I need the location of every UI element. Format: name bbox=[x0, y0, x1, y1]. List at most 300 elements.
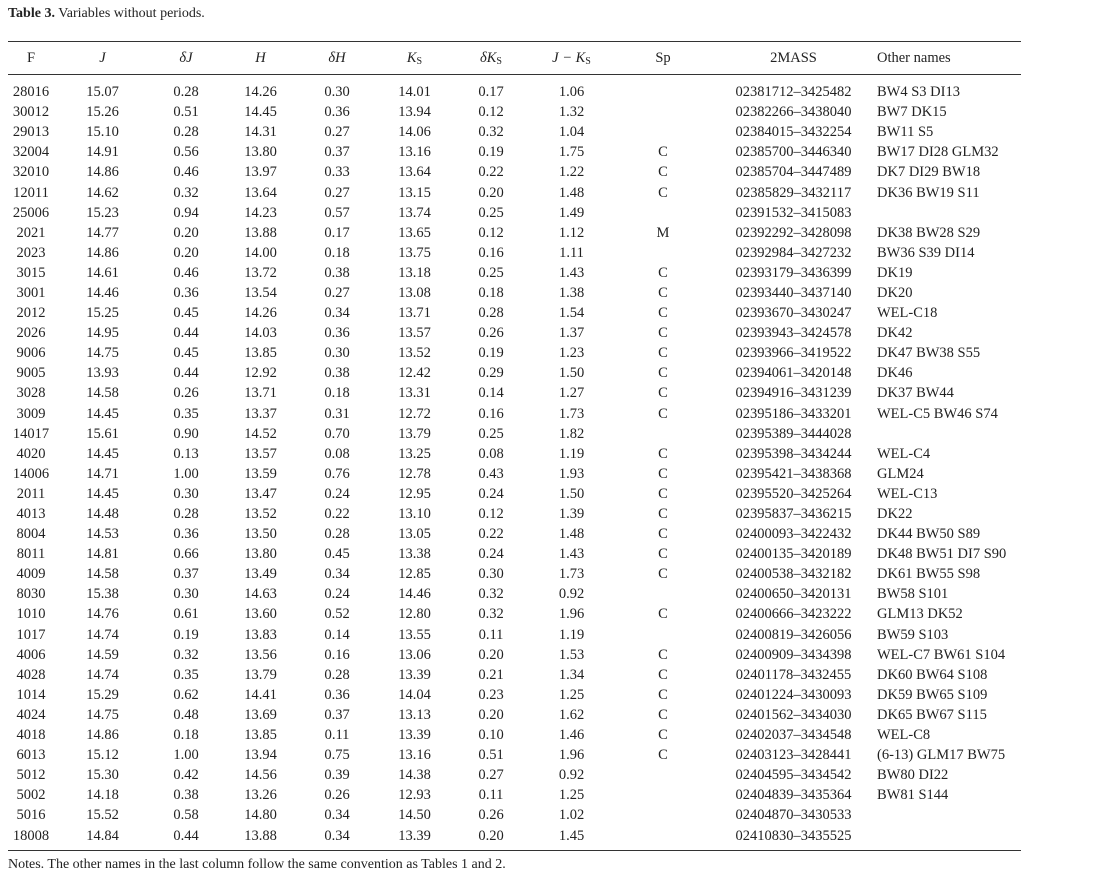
cell-2mass: 02402037–3434548 bbox=[735, 727, 852, 744]
cell-other-names: BW81 S144 bbox=[877, 787, 949, 804]
cell-other-names: BW58 S101 bbox=[877, 586, 949, 603]
cell-dh: 0.11 bbox=[324, 727, 350, 744]
cell-h: 14.80 bbox=[244, 807, 277, 824]
cell-dh: 0.45 bbox=[324, 546, 350, 563]
cell-ks: 13.38 bbox=[398, 546, 431, 563]
cell-2mass: 02391532–3415083 bbox=[735, 204, 852, 221]
cell-2mass: 02400819–3426056 bbox=[735, 626, 852, 643]
cell-dh: 0.38 bbox=[324, 264, 350, 281]
cell-f: 4013 bbox=[16, 506, 46, 523]
cell-f: 4028 bbox=[16, 666, 46, 683]
cell-dj: 0.90 bbox=[173, 425, 199, 442]
cell-dks: 0.25 bbox=[478, 264, 504, 281]
cell-2mass: 02395186–3433201 bbox=[735, 405, 852, 422]
cell-dh: 0.26 bbox=[324, 787, 350, 804]
cell-j: 14.71 bbox=[86, 465, 119, 482]
cell-dj: 1.00 bbox=[173, 747, 199, 764]
cell-dh: 0.28 bbox=[324, 526, 350, 543]
cell-j-minus-ks: 1.82 bbox=[558, 425, 585, 442]
cell-f: 4018 bbox=[16, 727, 46, 744]
cell-dks: 0.16 bbox=[478, 405, 504, 422]
cell-dh: 0.39 bbox=[324, 767, 350, 784]
cell-j-minus-ks: 1.19 bbox=[558, 445, 585, 462]
table-row bbox=[8, 524, 1021, 544]
cell-j: 15.38 bbox=[86, 586, 119, 603]
cell-h: 14.23 bbox=[244, 204, 277, 221]
cell-h: 13.80 bbox=[244, 144, 277, 161]
cell-j: 14.86 bbox=[86, 244, 119, 261]
cell-dh: 0.16 bbox=[324, 646, 350, 663]
cell-other-names: (6-13) GLM17 BW75 bbox=[877, 747, 1006, 764]
cell-f: 3028 bbox=[16, 385, 46, 402]
cell-other-names: DK60 BW64 S108 bbox=[877, 666, 988, 683]
cell-h: 13.94 bbox=[244, 747, 277, 764]
cell-j: 14.75 bbox=[86, 706, 119, 723]
table-row bbox=[8, 203, 1021, 223]
cell-ks: 13.94 bbox=[398, 104, 431, 121]
cell-sp: C bbox=[658, 164, 668, 181]
table-row bbox=[8, 825, 1021, 845]
cell-dks: 0.12 bbox=[478, 104, 504, 121]
cell-dh: 0.76 bbox=[324, 465, 350, 482]
cell-2mass: 02395398–3434244 bbox=[735, 445, 852, 462]
cell-h: 13.57 bbox=[244, 445, 277, 462]
cell-j: 15.30 bbox=[86, 767, 119, 784]
cell-f: 28016 bbox=[12, 84, 50, 101]
cell-dj: 0.35 bbox=[173, 666, 199, 683]
cell-j: 14.53 bbox=[86, 526, 119, 543]
cell-ks: 13.79 bbox=[398, 425, 431, 442]
cell-j: 15.10 bbox=[86, 124, 119, 141]
cell-dh: 0.30 bbox=[324, 84, 350, 101]
cell-j: 14.46 bbox=[86, 284, 119, 301]
table-row bbox=[8, 102, 1021, 122]
cell-dh: 0.36 bbox=[324, 325, 350, 342]
cell-dks: 0.23 bbox=[478, 686, 504, 703]
cell-sp: C bbox=[658, 706, 668, 723]
cell-dj: 0.38 bbox=[173, 787, 199, 804]
cell-dj: 0.36 bbox=[173, 284, 199, 301]
cell-dks: 0.12 bbox=[478, 506, 504, 523]
cell-f: 2011 bbox=[16, 485, 46, 502]
cell-dh: 0.17 bbox=[324, 224, 350, 241]
cell-dks: 0.25 bbox=[478, 204, 504, 221]
cell-dj: 0.45 bbox=[173, 345, 199, 362]
cell-dh: 0.37 bbox=[324, 706, 350, 723]
cell-sp: C bbox=[658, 686, 668, 703]
table-row bbox=[8, 82, 1021, 102]
cell-sp: C bbox=[658, 666, 668, 683]
cell-other-names: BW80 DI22 bbox=[877, 767, 949, 784]
cell-2mass: 02404595–3434542 bbox=[735, 767, 852, 784]
cell-other-names: DK7 DI29 BW18 bbox=[877, 164, 981, 181]
cell-dh: 0.38 bbox=[324, 365, 350, 382]
cell-j: 14.91 bbox=[86, 144, 119, 161]
cell-dks: 0.16 bbox=[478, 244, 504, 261]
cell-other-names: DK47 BW38 S55 bbox=[877, 345, 981, 362]
cell-dks: 0.20 bbox=[478, 184, 504, 201]
cell-j-minus-ks: 1.22 bbox=[558, 164, 585, 181]
cell-dj: 0.46 bbox=[173, 164, 199, 181]
cell-other-names: DK36 BW19 S11 bbox=[877, 184, 980, 201]
cell-dks: 0.19 bbox=[478, 345, 504, 362]
cell-dh: 0.34 bbox=[324, 305, 350, 322]
cell-j-minus-ks: 1.50 bbox=[558, 365, 585, 382]
cell-dks: 0.26 bbox=[478, 325, 504, 342]
cell-other-names: BW4 S3 DI13 bbox=[877, 84, 960, 101]
cell-dj: 0.94 bbox=[173, 204, 199, 221]
cell-other-names bbox=[877, 805, 1021, 825]
cell-sp: C bbox=[658, 345, 668, 362]
cell-j: 14.58 bbox=[86, 566, 119, 583]
cell-j-minus-ks: 1.48 bbox=[558, 184, 585, 201]
cell-f: 2026 bbox=[16, 325, 46, 342]
cell-dj: 0.46 bbox=[173, 264, 199, 281]
cell-h: 13.88 bbox=[244, 827, 277, 844]
cell-sp: C bbox=[658, 526, 668, 543]
cell-dj: 0.28 bbox=[173, 506, 199, 523]
cell-other-names: DK42 bbox=[877, 325, 913, 342]
cell-j-minus-ks: 1.25 bbox=[558, 787, 585, 804]
cell-dks: 0.24 bbox=[478, 546, 504, 563]
cell-sp: C bbox=[658, 566, 668, 583]
cell-ks: 13.10 bbox=[398, 506, 431, 523]
cell-j: 14.84 bbox=[86, 827, 119, 844]
cell-dj: 0.35 bbox=[173, 405, 199, 422]
cell-dh: 0.36 bbox=[324, 686, 350, 703]
cell-2mass: 02400135–3420189 bbox=[735, 546, 852, 563]
col-header-other-names: Other names bbox=[877, 49, 951, 66]
table-row bbox=[8, 263, 1021, 283]
cell-f: 1010 bbox=[16, 606, 46, 623]
cell-2mass: 02400093–3422432 bbox=[735, 526, 852, 543]
cell-dks: 0.11 bbox=[478, 787, 504, 804]
cell-dks: 0.08 bbox=[478, 445, 504, 462]
cell-2mass: 02385704–3447489 bbox=[735, 164, 852, 181]
cell-h: 13.47 bbox=[244, 485, 277, 502]
cell-j-minus-ks: 1.19 bbox=[558, 626, 585, 643]
cell-dh: 0.24 bbox=[324, 485, 350, 502]
cell-other-names: DK19 bbox=[877, 264, 913, 281]
table-row bbox=[8, 363, 1021, 383]
cell-other-names: GLM13 DK52 bbox=[877, 606, 963, 623]
cell-ks: 12.95 bbox=[398, 485, 431, 502]
cell-2mass: 02384015–3432254 bbox=[735, 124, 852, 141]
cell-other-names: DK61 BW55 S98 bbox=[877, 566, 981, 583]
cell-h: 13.85 bbox=[244, 727, 277, 744]
cell-j: 14.77 bbox=[86, 224, 119, 241]
cell-j: 13.93 bbox=[86, 365, 119, 382]
table-row bbox=[8, 283, 1021, 303]
cell-dks: 0.12 bbox=[478, 224, 504, 241]
cell-2mass: 02393966–3419522 bbox=[735, 345, 852, 362]
cell-ks: 14.50 bbox=[398, 807, 431, 824]
cell-dj: 0.48 bbox=[173, 706, 199, 723]
cell-dks: 0.22 bbox=[478, 164, 504, 181]
cell-2mass: 02394916–3431239 bbox=[735, 385, 852, 402]
cell-dh: 0.18 bbox=[324, 385, 350, 402]
cell-ks: 13.71 bbox=[398, 305, 431, 322]
cell-sp bbox=[616, 825, 710, 845]
cell-h: 12.92 bbox=[244, 365, 277, 382]
cell-dj: 0.13 bbox=[173, 445, 199, 462]
cell-dj: 0.19 bbox=[173, 626, 199, 643]
cell-h: 14.41 bbox=[244, 686, 277, 703]
header-row bbox=[8, 44, 1021, 72]
cell-ks: 13.75 bbox=[398, 244, 431, 261]
cell-sp bbox=[616, 625, 710, 645]
cell-j: 14.75 bbox=[86, 345, 119, 362]
cell-h: 13.50 bbox=[244, 526, 277, 543]
col-header-dj: δJ bbox=[179, 49, 193, 66]
cell-dj: 0.30 bbox=[173, 485, 199, 502]
cell-ks: 13.08 bbox=[398, 284, 431, 301]
cell-dh: 0.37 bbox=[324, 144, 350, 161]
cell-j: 15.07 bbox=[86, 84, 119, 101]
cell-sp bbox=[616, 102, 710, 122]
cell-2mass: 02395421–3438368 bbox=[735, 465, 852, 482]
cell-dh: 0.70 bbox=[324, 425, 350, 442]
cell-ks: 13.31 bbox=[398, 385, 431, 402]
cell-f: 5002 bbox=[16, 787, 46, 804]
cell-2mass: 02403123–3428441 bbox=[735, 747, 852, 764]
cell-2mass: 02392292–3428098 bbox=[735, 224, 852, 241]
cell-j: 14.58 bbox=[86, 385, 119, 402]
table-row bbox=[8, 303, 1021, 323]
cell-dh: 0.28 bbox=[324, 666, 350, 683]
cell-dh: 0.33 bbox=[324, 164, 350, 181]
cell-other-names: BW59 S103 bbox=[877, 626, 949, 643]
col-header-dh: δH bbox=[328, 49, 346, 66]
cell-j: 15.61 bbox=[86, 425, 119, 442]
cell-j: 15.23 bbox=[86, 204, 119, 221]
cell-2mass: 02401224–3430093 bbox=[735, 686, 852, 703]
cell-other-names: WEL-C5 BW46 S74 bbox=[877, 405, 998, 422]
cell-sp: C bbox=[658, 727, 668, 744]
cell-j-minus-ks: 1.32 bbox=[558, 104, 585, 121]
cell-other-names: GLM24 bbox=[877, 465, 924, 482]
cell-sp: C bbox=[658, 465, 668, 482]
cell-ks: 14.38 bbox=[398, 767, 431, 784]
cell-f: 6013 bbox=[16, 747, 46, 764]
cell-dj: 0.20 bbox=[173, 244, 199, 261]
cell-2mass: 02393943–3424578 bbox=[735, 325, 852, 342]
cell-other-names: BW11 S5 bbox=[877, 124, 934, 141]
cell-ks: 13.64 bbox=[398, 164, 431, 181]
cell-j-minus-ks: 1.25 bbox=[558, 686, 585, 703]
cell-dks: 0.30 bbox=[478, 566, 504, 583]
cell-2mass: 02393670–3430247 bbox=[735, 305, 852, 322]
cell-j-minus-ks: 0.92 bbox=[558, 586, 585, 603]
cell-sp bbox=[616, 805, 710, 825]
cell-f: 1014 bbox=[16, 686, 46, 703]
cell-ks: 13.65 bbox=[398, 224, 431, 241]
cell-ks: 13.39 bbox=[398, 727, 431, 744]
cell-h: 13.69 bbox=[244, 706, 277, 723]
cell-dj: 0.32 bbox=[173, 184, 199, 201]
table-row bbox=[8, 444, 1021, 464]
cell-sp: C bbox=[658, 606, 668, 623]
cell-ks: 14.06 bbox=[398, 124, 431, 141]
cell-sp: C bbox=[658, 445, 668, 462]
cell-h: 13.59 bbox=[244, 465, 277, 482]
cell-sp bbox=[616, 584, 710, 604]
cell-f: 14006 bbox=[12, 465, 50, 482]
cell-j-minus-ks: 1.27 bbox=[558, 385, 585, 402]
cell-sp: C bbox=[658, 747, 668, 764]
cell-dks: 0.14 bbox=[478, 385, 504, 402]
cell-sp: M bbox=[656, 224, 670, 241]
cell-dj: 0.44 bbox=[173, 827, 199, 844]
cell-j-minus-ks: 1.54 bbox=[558, 305, 585, 322]
cell-ks: 13.13 bbox=[398, 706, 431, 723]
cell-f: 4009 bbox=[16, 566, 46, 583]
cell-dks: 0.25 bbox=[478, 425, 504, 442]
cell-dks: 0.10 bbox=[478, 727, 504, 744]
cell-other-names: DK38 BW28 S29 bbox=[877, 224, 981, 241]
cell-dh: 0.34 bbox=[324, 566, 350, 583]
cell-j: 14.81 bbox=[86, 546, 119, 563]
cell-j: 14.76 bbox=[86, 606, 119, 623]
cell-dks: 0.27 bbox=[478, 767, 504, 784]
cell-dks: 0.20 bbox=[478, 706, 504, 723]
col-header-j-minus-ks: $J - K_S$ bbox=[552, 49, 591, 67]
cell-h: 14.45 bbox=[244, 104, 277, 121]
cell-ks: 13.39 bbox=[398, 666, 431, 683]
cell-sp: C bbox=[658, 646, 668, 663]
cell-f: 4020 bbox=[16, 445, 46, 462]
cell-2mass: 02400909–3434398 bbox=[735, 646, 852, 663]
cell-j-minus-ks: 1.38 bbox=[558, 284, 585, 301]
top-rule bbox=[8, 41, 1021, 42]
cell-dh: 0.36 bbox=[324, 104, 350, 121]
cell-other-names: DK20 bbox=[877, 284, 913, 301]
cell-sp: C bbox=[658, 284, 668, 301]
cell-h: 14.56 bbox=[244, 767, 277, 784]
table-row bbox=[8, 323, 1021, 343]
cell-j: 14.95 bbox=[86, 325, 119, 342]
table-body bbox=[8, 82, 1021, 846]
cell-j: 14.86 bbox=[86, 727, 119, 744]
cell-dh: 0.30 bbox=[324, 345, 350, 362]
cell-j-minus-ks: 1.45 bbox=[558, 827, 585, 844]
cell-other-names: WEL-C8 bbox=[877, 727, 931, 744]
cell-sp: C bbox=[658, 325, 668, 342]
table-row bbox=[8, 182, 1021, 202]
cell-j: 14.74 bbox=[86, 626, 119, 643]
cell-dks: 0.20 bbox=[478, 827, 504, 844]
cell-f: 9005 bbox=[16, 365, 46, 382]
cell-ks: 14.04 bbox=[398, 686, 431, 703]
cell-dj: 0.18 bbox=[173, 727, 199, 744]
cell-2mass: 02395389–3444028 bbox=[735, 425, 852, 442]
cell-other-names: WEL-C18 bbox=[877, 305, 938, 322]
cell-ks: 13.05 bbox=[398, 526, 431, 543]
cell-dj: 0.61 bbox=[173, 606, 199, 623]
cell-j-minus-ks: 1.43 bbox=[558, 264, 585, 281]
cell-dj: 0.51 bbox=[173, 104, 199, 121]
cell-ks: 12.78 bbox=[398, 465, 431, 482]
table-caption-text: Variables without periods. bbox=[58, 6, 205, 21]
cell-dj: 0.66 bbox=[173, 546, 199, 563]
cell-dh: 0.18 bbox=[324, 244, 350, 261]
cell-2mass: 02410830–3435525 bbox=[735, 827, 852, 844]
cell-dh: 0.52 bbox=[324, 606, 350, 623]
cell-j-minus-ks: 1.93 bbox=[558, 465, 585, 482]
cell-j-minus-ks: 1.23 bbox=[558, 345, 585, 362]
col-header-h: H bbox=[255, 49, 266, 66]
cell-f: 5016 bbox=[16, 807, 46, 824]
cell-dks: 0.32 bbox=[478, 586, 504, 603]
cell-j: 14.45 bbox=[86, 445, 119, 462]
cell-sp: C bbox=[658, 385, 668, 402]
cell-f: 32004 bbox=[12, 144, 50, 161]
cell-sp: C bbox=[658, 506, 668, 523]
cell-dks: 0.51 bbox=[478, 747, 504, 764]
cell-other-names bbox=[877, 424, 1021, 444]
cell-j: 14.74 bbox=[86, 666, 119, 683]
table-row bbox=[8, 625, 1021, 645]
cell-2mass: 02401562–3434030 bbox=[735, 706, 852, 723]
table-row bbox=[8, 765, 1021, 785]
cell-dks: 0.24 bbox=[478, 485, 504, 502]
cell-other-names: DK48 BW51 DI7 S90 bbox=[877, 546, 1007, 563]
cell-h: 13.97 bbox=[244, 164, 277, 181]
cell-dh: 0.27 bbox=[324, 284, 350, 301]
cell-dj: 0.32 bbox=[173, 646, 199, 663]
cell-j-minus-ks: 1.04 bbox=[558, 124, 585, 141]
table-row bbox=[8, 122, 1021, 142]
cell-j-minus-ks: 1.73 bbox=[558, 405, 585, 422]
cell-j-minus-ks: 0.92 bbox=[558, 767, 585, 784]
cell-j: 15.25 bbox=[86, 305, 119, 322]
table-row bbox=[8, 544, 1021, 564]
table-caption-label: Table 3. bbox=[8, 6, 55, 21]
cell-ks: 13.25 bbox=[398, 445, 431, 462]
table-row bbox=[8, 424, 1021, 444]
table-row bbox=[8, 805, 1021, 825]
table-row bbox=[8, 564, 1021, 584]
table-row bbox=[8, 604, 1021, 624]
cell-dks: 0.17 bbox=[478, 84, 504, 101]
cell-other-names: BW17 DI28 GLM32 bbox=[877, 144, 999, 161]
cell-h: 14.03 bbox=[244, 325, 277, 342]
cell-j-minus-ks: 1.73 bbox=[558, 566, 585, 583]
cell-other-names: DK59 BW65 S109 bbox=[877, 686, 988, 703]
cell-ks: 13.57 bbox=[398, 325, 431, 342]
cell-h: 13.71 bbox=[244, 385, 277, 402]
cell-dh: 0.34 bbox=[324, 827, 350, 844]
cell-f: 32010 bbox=[12, 164, 50, 181]
table-row bbox=[8, 343, 1021, 363]
table-row bbox=[8, 383, 1021, 403]
cell-j: 14.62 bbox=[86, 184, 119, 201]
cell-f: 3001 bbox=[16, 284, 46, 301]
cell-dks: 0.32 bbox=[478, 606, 504, 623]
table-row bbox=[8, 725, 1021, 745]
cell-j-minus-ks: 1.46 bbox=[558, 727, 585, 744]
table-notes: Notes. The other names in the last column follow the same convention as Tables 1 and 2. bbox=[8, 857, 506, 872]
cell-dj: 0.28 bbox=[173, 124, 199, 141]
cell-ks: 13.18 bbox=[398, 264, 431, 281]
cell-dh: 0.27 bbox=[324, 124, 350, 141]
cell-dh: 0.75 bbox=[324, 747, 350, 764]
cell-other-names: DK46 bbox=[877, 365, 913, 382]
cell-j: 15.12 bbox=[86, 747, 119, 764]
cell-dh: 0.22 bbox=[324, 506, 350, 523]
cell-j: 14.18 bbox=[86, 787, 119, 804]
table-row bbox=[8, 584, 1021, 604]
